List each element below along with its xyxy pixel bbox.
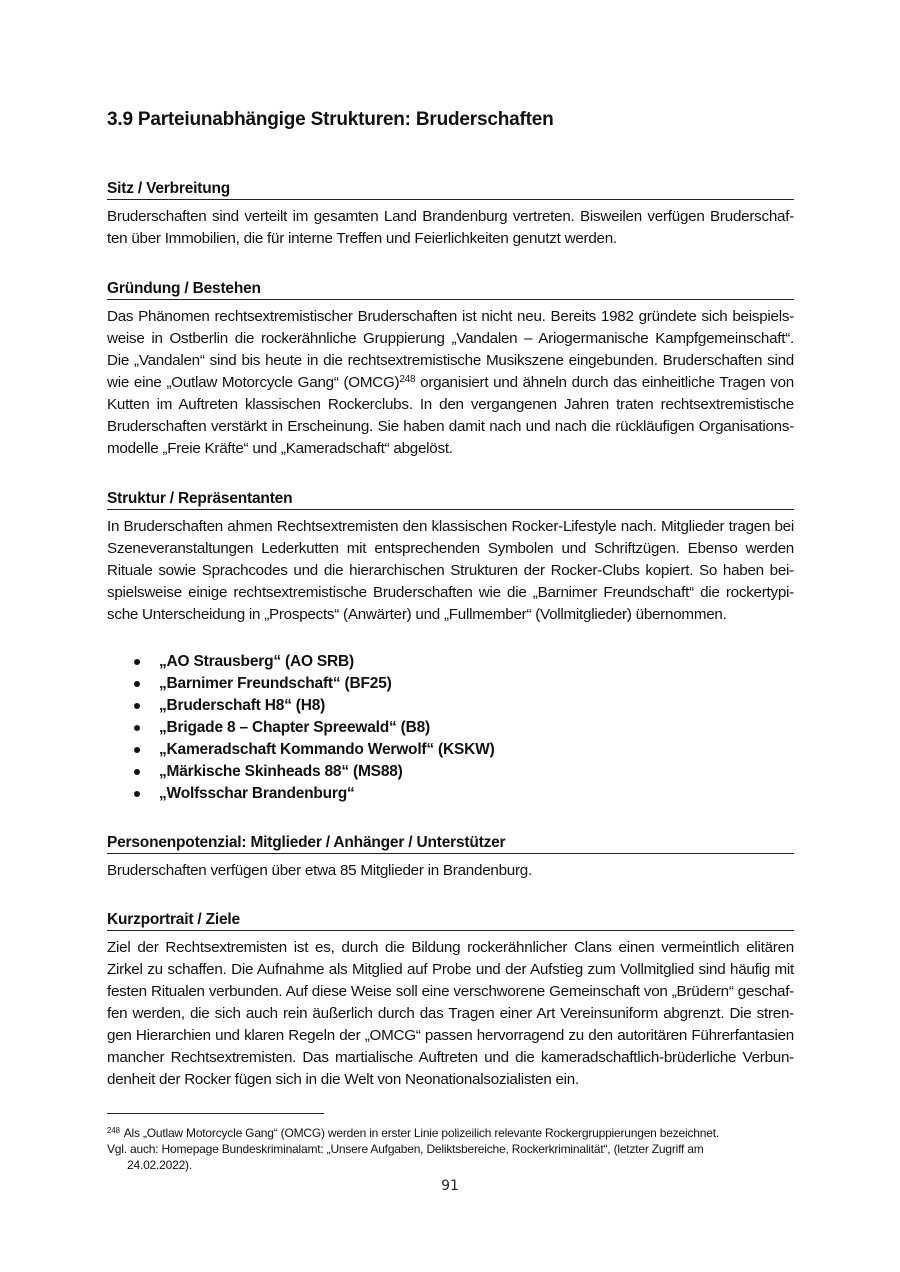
section-paragraph: In Bruderschaften ahmen Rechtsextremisten den klassischen Rocker-Lifestyle nach. Mitglieder tragen bei Szeneveranstaltungen Lederkutten mit entsprechenden Symbolen und Schriftzügen. Ebenso werden Rituale sowie Sprachcodes und die hierarchischen Strukturen der Rocker-Clubs kopiert. So haben bei- spielsweise einige rechtsextremistische Bruderschaften wie die „Barnimer Freundschaft“ die rockertypi- sche Unterscheidung in „Prospects“ (Anwärter) und „Fullmember“ (Vollmitglieder) übernommen. [107,518,794,623]
footnote-line: $^{248}$ Als „Outlaw Motorcycle Gang“ (OMCG) werden in erster Linie polizeilich relevante Rockergruppierungen bezeichnet. [107,1126,719,1140]
footnote-divider [107,1113,324,1114]
footnote-reference: 248 [399,374,416,385]
bullet-icon [134,659,140,665]
list-item: „Brigade 8 – Chapter Spreewald“ (B8) [107,717,794,739]
paragraph-text: Das Phänomen rechtsextremistischer Bruderschaften ist nicht neu. Bereits 1982 gründete sich beispiels- weise in Ostberlin die rockerähnliche Gruppierung „Vandalen – Ariogermanische Kampfgemeinschaft“. Die „Vandalen“ sind bis heute in die rechtsextremistische Musikszene eingebunden. Bruderschaften sind wie eine „Outlaw Motorcycle Gang“ (OMCG) [107,308,794,391]
list-item: „Märkische Skinheads 88“ (MS88) [107,761,794,783]
list-item: „Barnimer Freundschaft“ (BF25) [107,673,794,695]
section-sitz [107,179,794,250]
section-paragraph: Bruderschaften verfügen über etwa 85 Mitglieder in Brandenburg. [107,862,532,879]
page-title: 3.9 Parteiunabhängige Strukturen: Bruderschaften [107,109,554,130]
list-item: „AO Strausberg“ (AO SRB) [107,651,794,673]
section-heading: Struktur / Repräsentanten [107,489,794,510]
list-item: „Wolfsschar Brandenburg“ [107,783,794,805]
page-content [107,108,794,1091]
section-paragraph: Bruderschaften sind verteilt im gesamten Land Brandenburg vertreten. Bisweilen verfügen Bruderschaf- ten über Immobilien, die für interne Treffen und Feierlichkeiten genutzt werden. [107,208,794,247]
section-struktur [107,489,794,805]
bullet-icon [134,791,140,797]
bullet-icon [134,681,140,687]
bruderschaften-list [107,651,794,805]
list-item: „Kameradschaft Kommando Werwolf“ (KSKW) [107,739,794,761]
page-number: 91 [441,1178,459,1194]
footnote-number: 248 [107,1126,120,1135]
section-paragraph: Ziel der Rechtsextremisten ist es, durch die Bildung rockerähnlicher Clans einen vermeintlich elitären Zirkel zu schaffen. Die Aufnahme als Mitglied auf Probe und der Aufstieg zum Vollmitglied sind häufig mit festen Ritualen verbunden. Auf diese Weise soll eine verschworene Gemeinschaft von „Brüdern“ geschaf- fen werden, die sich auch rein äußerlich durch das Tragen einer Art Vereinsuniform abgrenzt. Die stren- gen Hierarchien und klaren Regeln der „OMCG“ passen hervorragend zu den autoritären Führerfantasien mancher Rechtsextremisten. Das martialische Auftreten und die kameradschaftlich-brüderliche Verbun- denheit der Rocker fügen sich in die Welt von Neonationalsozialisten ein. [107,939,794,1088]
bullet-icon [134,703,140,709]
footnote-line: 24.02.2022). [127,1158,192,1172]
section-heading: Sitz / Verbreitung [107,179,794,200]
bullet-icon [134,747,140,753]
bullet-icon [134,725,140,731]
section-gruendung [107,279,794,460]
list-item: „Bruderschaft H8“ (H8) [107,695,794,717]
section-kurzportrait [107,910,794,1091]
footnote-line: Vgl. auch: Homepage Bundeskriminalamt: „Unsere Aufgaben, Deliktsbereiche, Rockerkriminalität“, (letzter Zugriff am [107,1142,704,1156]
section-heading: Personenpotenzial: Mitglieder / Anhänger / Unterstützer [107,833,794,854]
section-personen [107,833,794,882]
section-heading: Kurzportrait / Ziele [107,910,794,931]
section-paragraph [107,306,794,460]
paragraph-text: organisiert und ähneln durch das einheitliche Tragen von Kutten im Auftreten klassischen Rockerclubs. In den vergangenen Jahren traten rechtsextremistische Bruderschaften verstärkt in Erscheinung. Sie haben damit nach und nach die rückläufigen Organisations- modelle „Freie Kräfte“ und „Kameradschaft“ abgelöst. [107,374,794,457]
section-heading: Gründung / Bestehen [107,279,794,300]
bullet-icon [134,769,140,775]
footnote [107,1125,797,1173]
